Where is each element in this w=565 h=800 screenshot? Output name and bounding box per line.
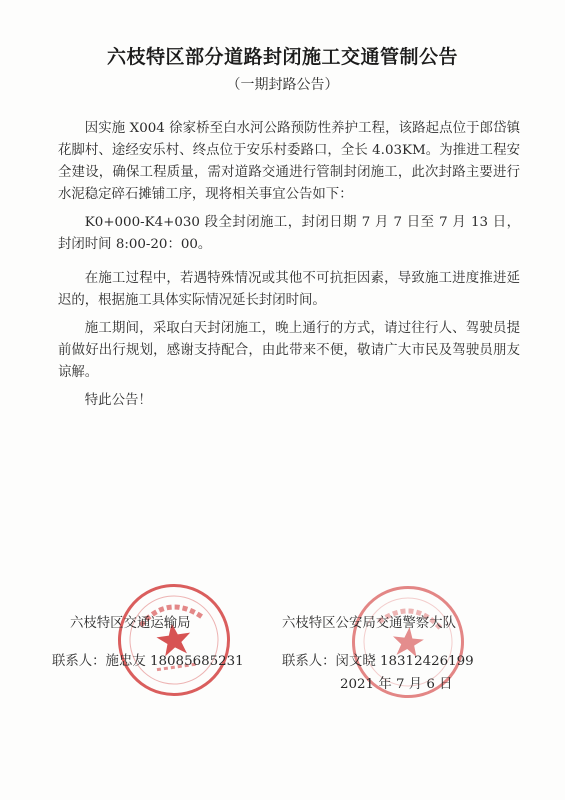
signature-org-left: 六枝特区交通运输局 (70, 616, 191, 631)
notice-date: 2021 年 7 月 6 日 (340, 677, 453, 692)
notice-subtitle: （一期封路公告） (226, 77, 339, 93)
contact-person-right: 联系人：闵文晓 18312426199 (282, 654, 474, 669)
notice-body (58, 118, 520, 412)
signature-transport-bureau (52, 610, 310, 676)
paragraph-closing: 特此公告！ (84, 393, 152, 408)
paragraph-closure-schedule: K0+000-K4+030 段全封闭施工，封闭日期 7 月 7 日至 7 月 13 日，封闭时间 8:00-20：00。 (58, 215, 520, 252)
paragraph-traffic-guidance: 施工期间，采取白天封闭施工，晚上通行的方式，请过往行人、驾驶员提前做好出行规划，感谢支持配合，由此带来不便，敬请广大市民及驾驶员朋友谅解。 (58, 321, 520, 380)
contact-person-left: 联系人：施忠友 18085685231 (52, 654, 244, 669)
paragraph-intro: 因实施 X004 徐家桥至白水河公路预防性养护工程，该路起点位于郎岱镇花脚村、途经安乐村、终点位于安乐村委路口，全长 4.03KM。为推进工程安全建设，确保工程质量，需对道路交通进行管制封闭施工，此次封路主要进行水泥稳定碎石摊铺工序，现将相关事宜公告如下： (58, 121, 520, 202)
paragraph-extension: 在施工过程中，若遇特殊情况或其他不可抗拒因素，导致施工进度推进延迟的，根据施工具体实际情况延长封闭时间。 (58, 271, 520, 308)
signature-org-right: 六枝特区公安局交通警察大队 (282, 616, 457, 631)
notice-title: 六枝特区部分道路封闭施工交通管制公告 (106, 46, 458, 68)
signature-traffic-police (282, 610, 542, 676)
